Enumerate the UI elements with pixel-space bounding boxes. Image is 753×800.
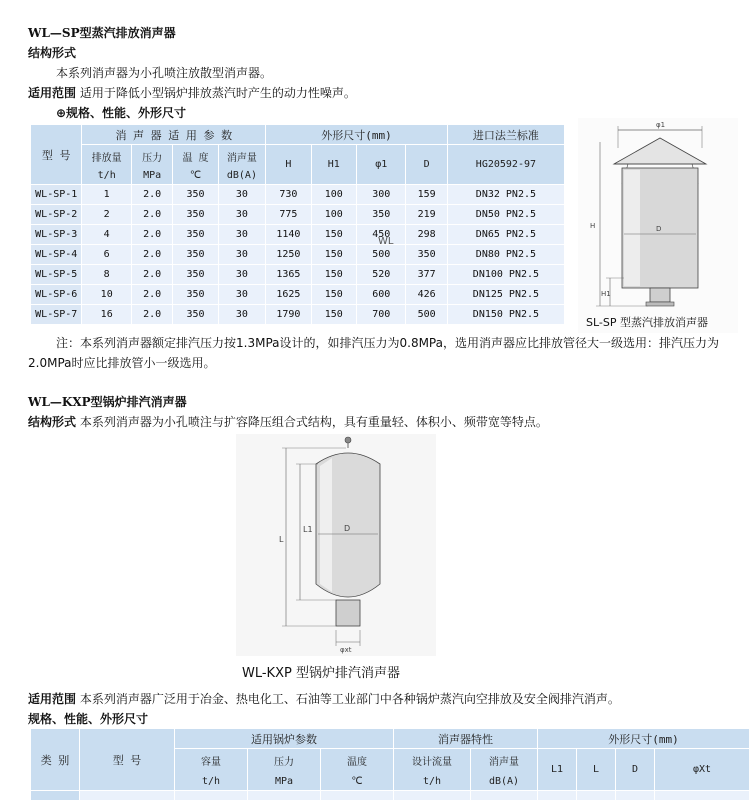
label-d: D [656,225,662,233]
col-d: D [406,145,447,185]
label-phixt: φxt [340,646,352,654]
sp-note-line2: 2.0MPa时应比排放管小一级选用。 [28,356,216,370]
col-h: H [266,145,311,185]
cell-flange: DN125 PN2.5 [447,285,564,305]
cell-h1: 150 [311,265,356,285]
cell-h: 1625 [266,285,311,305]
sp-spec-table-wrap [30,124,565,325]
group-flange: 进口法兰标准 [447,125,564,145]
table-row-partial [31,791,80,800]
cell-flange: DN50 PN2.5 [447,205,564,225]
col-model: 型 号 [31,125,82,185]
cell-pressure: 2.0 [131,245,172,265]
cell-temp: 350 [173,205,218,225]
cell-pressure: 2.0 [131,305,172,325]
sp-spec-heading: ⊕规格、性能、外形尺寸 [56,106,187,120]
label-phi1: φ1 [656,121,666,129]
col-l: L [577,749,616,791]
cell-flow: 10 [82,285,131,305]
kxp-structure [28,413,548,430]
cell-d: 426 [406,285,447,305]
cell-h: 1140 [266,225,311,245]
kxp-diagram-caption: WL-KXP 型锅炉排汽消声器 [242,666,400,681]
kxp-structure-text: 本系列消声器为小孔喷注与扩容降压组合式结构，具有重量轻、体积小、频带宽等特点。 [79,415,548,429]
sp-structure-label: 结构形式 [28,46,77,60]
cell-pressure: 2.0 [131,265,172,285]
cell-d: 500 [406,305,447,325]
cell-phi: 520 [357,265,406,285]
cell-flange: DN100 PN2.5 [447,265,564,285]
cell-flange: DN65 PN2.5 [447,225,564,245]
cell-h: 1365 [266,265,311,285]
cell-pressure: 2.0 [131,205,172,225]
cell-d: 219 [406,205,447,225]
cell-h: 775 [266,205,311,225]
kxp-scope [28,690,620,707]
cell-phi: 500 [357,245,406,265]
table-row [31,225,565,245]
cell-model: WL-SP-4 [31,245,82,265]
table-row [31,245,565,265]
cell-h: 1250 [266,245,311,265]
cell-temp: 350 [173,225,218,245]
table-row [31,285,565,305]
cell-noise: 30 [218,285,265,305]
cell-d: 159 [406,185,447,205]
kxp-spec-table [30,728,750,800]
sp-title: WL—SP型蒸汽排放消声器 [28,26,176,40]
cell-phi: 450 [357,225,406,245]
group-muffler: 消声器特性 [394,729,538,749]
table-row [31,205,565,225]
cell-flow: 4 [82,225,131,245]
sp-scope-label: 适用范围 [28,86,77,100]
sp-diagram-caption: SL-SP 型蒸汽排放消声器 [586,316,708,329]
cell-noise: 30 [218,245,265,265]
sp-diagram [578,118,738,333]
cell-h1: 100 [311,185,356,205]
col-phi1: φ1 [357,145,406,185]
sp-scope [28,84,356,101]
label-d: D [344,524,351,533]
cell-h: 1790 [266,305,311,325]
cell-noise: 30 [218,225,265,245]
cell-model: WL-SP-6 [31,285,82,305]
col-flange-std: HG20592-97 [447,145,564,185]
kxp-muffler-drawing [236,434,436,656]
cell-flow: 16 [82,305,131,325]
cell-h1: 150 [311,305,356,325]
col-design-flow: 设计流量 t/h [394,749,471,791]
sp-muffler-drawing [578,118,738,333]
col-pressure: 压力 MPa [248,749,321,791]
col-l1: L1 [538,749,577,791]
cell-temp: 350 [173,285,218,305]
cell-d: 350 [406,245,447,265]
col-pressure: 压力 MPa [131,145,172,185]
label-l: L [279,535,284,544]
table-row [31,305,565,325]
kxp-scope-text: 本系列消声器广泛用于冶金、热电化工、石油等工业部门中各种锅炉蒸汽向空排放及安全阀排汽消声。 [79,692,620,706]
cell-h1: 150 [311,285,356,305]
cell-noise: 30 [218,185,265,205]
cell-noise: 30 [218,265,265,285]
cell-pressure: 2.0 [131,285,172,305]
col-noise: 消声量 dB(A) [218,145,265,185]
col-model: 型 号 [80,729,175,791]
cell-d: 298 [406,225,447,245]
kxp-structure-label: 结构形式 [28,415,77,429]
col-temp: 温 度 ℃ [173,145,218,185]
cell-h: 730 [266,185,311,205]
group-dims: 外形尺寸(mm) [266,125,448,145]
table-row [31,265,565,285]
cell-flange: DN80 PN2.5 [447,245,564,265]
cell-model: WL-SP-3 [31,225,82,245]
cell-flange: DN150 PN2.5 [447,305,564,325]
sp-structure-text: 本系列消声器为小孔喷注放散型消声器。 [56,66,273,80]
kxp-title: WL—KXP型锅炉排汽消声器 [28,395,187,409]
cell-d: 377 [406,265,447,285]
cell-model: WL-SP-2 [31,205,82,225]
cell-h1: 150 [311,225,356,245]
cell-pressure: 2.0 [131,225,172,245]
cell-temp: 350 [173,305,218,325]
col-h1: H1 [311,145,356,185]
cell-temp: 350 [173,245,218,265]
cell-flange: DN32 PN2.5 [447,185,564,205]
kxp-scope-label: 适用范围 [28,692,77,706]
cell-phi: 700 [357,305,406,325]
cell-flow: 2 [82,205,131,225]
cell-flow: 6 [82,245,131,265]
kxp-spec-heading: 规格、性能、外形尺寸 [28,712,149,726]
group-dims: 外形尺寸(mm) [538,729,750,749]
sp-scope-text: 适用于降低小型锅炉排放蒸汽时产生的动力性噪声。 [79,86,356,100]
col-capacity: 容量 t/h [175,749,248,791]
group-params: 消 声 器 适 用 参 数 [82,125,266,145]
cell-model: WL-SP-7 [31,305,82,325]
cell-flow: 1 [82,185,131,205]
col-phixt: φXt [655,749,750,791]
cell-phi: 300 [357,185,406,205]
col-flow: 排放量 t/h [82,145,131,185]
label-h: H [590,222,596,230]
cell-phi: 600 [357,285,406,305]
col-category: 类 别 [31,729,80,791]
cell-noise: 30 [218,205,265,225]
sp-note-line1: 注：本系列消声器额定排汽压力按1.3MPa设计的，如排汽压力为0.8MPa，选用消声器应比排放管径大一级选用：排汽压力为 [56,336,719,350]
label-l1: L1 [303,525,313,534]
col-noise: 消声量 dB(A) [471,749,538,791]
cell-model: WL-SP-1 [31,185,82,205]
cell-temp: 350 [173,265,218,285]
group-boiler: 适用锅炉参数 [175,729,394,749]
cell-flow: 8 [82,265,131,285]
label-h1: H1 [601,290,611,298]
table-row [31,185,565,205]
cell-pressure: 2.0 [131,185,172,205]
cell-phi: 350 [357,205,406,225]
cell-h1: 150 [311,245,356,265]
cell-h1: 100 [311,205,356,225]
cell-temp: 350 [173,185,218,205]
col-temp: 温度 ℃ [321,749,394,791]
cell-noise: 30 [218,305,265,325]
watermark: WL [378,236,394,247]
col-d: D [616,749,655,791]
cell-model: WL-SP-5 [31,265,82,285]
sp-spec-table [30,124,565,325]
kxp-diagram [236,434,436,684]
kxp-spec-table-wrap [30,728,753,800]
